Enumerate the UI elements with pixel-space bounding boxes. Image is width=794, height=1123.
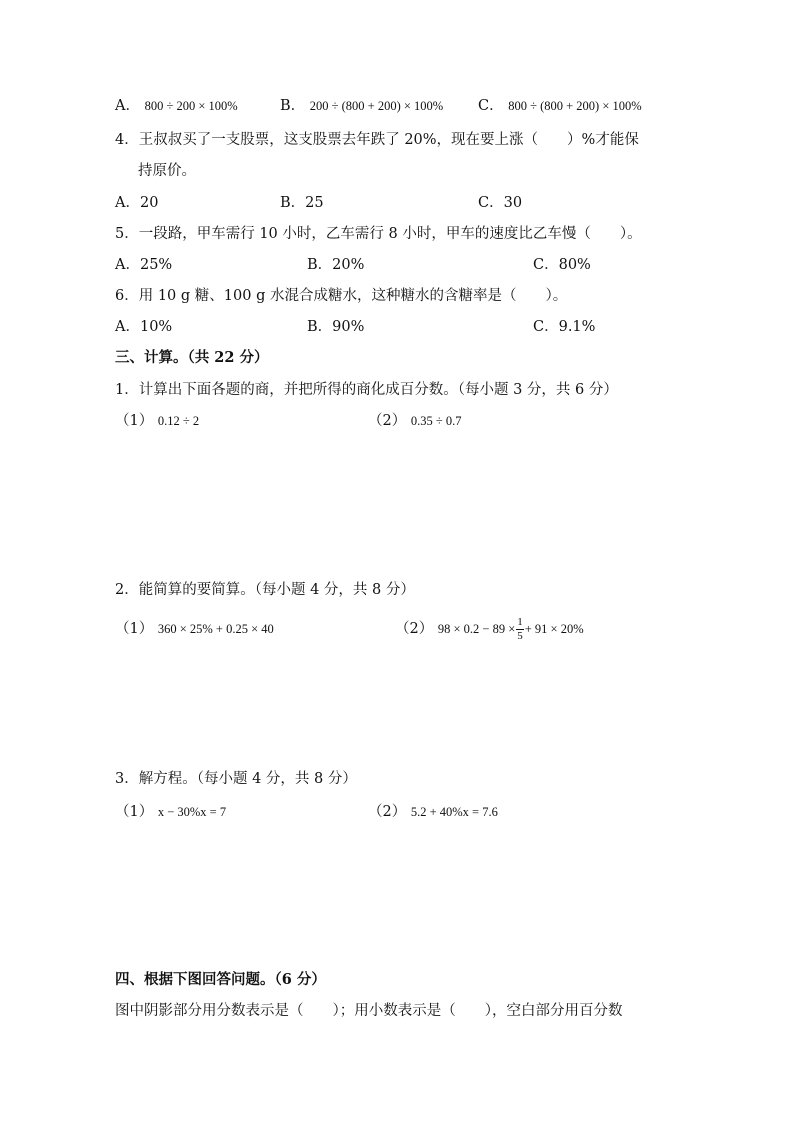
section4-text: 图中阴影部分用分数表示是（ ）；用小数表示是（ ），空白部分用百分数	[115, 1003, 623, 1019]
item-expr: x − 30%x = 7	[157, 805, 227, 819]
q3-option-b-label: B．	[280, 98, 306, 114]
q5-option-a: A．25%	[115, 257, 173, 273]
item-expr: 360 × 25% + 0.25 × 40	[157, 622, 274, 636]
q5-text: 5．一段路，甲车需行 10 小时，乙车需行 8 小时，甲车的速度比乙车慢（ ）。	[115, 226, 642, 242]
item-label: （1）	[115, 804, 154, 820]
item-label: （1）	[115, 621, 154, 637]
section3-p1-text: 1．计算出下面各题的商，并把所得的商化成百分数。（每小题 3 分，共 6 分）	[115, 382, 618, 398]
section3-p2-item1	[115, 619, 274, 639]
item-expr-before: 98 × 0.2 − 89 ×	[437, 622, 516, 636]
q3-option-a-label: A．	[115, 98, 140, 114]
item-expr: 5.2 + 40%x = 7.6	[410, 805, 498, 819]
item-label: （2）	[368, 413, 407, 429]
q3-option-a	[115, 96, 238, 116]
section3-p1-item1	[115, 411, 199, 431]
q4-text-line1: 4．王叔叔买了一支股票，这支股票去年跌了 20%，现在要上涨（ ）%才能保	[115, 132, 639, 148]
q3-option-c-expr: 800 ÷ (800 + 200) × 100%	[508, 99, 642, 113]
q6-option-c: C．9.1%	[533, 319, 596, 335]
fraction-denominator: 5	[517, 629, 523, 642]
q6-text: 6．用 10 g 糖、100 g 水混合成糖水，这种糖水的含糖率是（ ）。	[115, 288, 568, 304]
fraction	[516, 616, 524, 643]
section4-title: 四、根据下图回答问题。（6 分）	[115, 971, 326, 988]
item-expr: 0.35 ÷ 0.7	[410, 414, 462, 428]
q3-option-c-label: C．	[478, 98, 504, 114]
q3-option-a-expr: 800 ÷ 200 × 100%	[144, 99, 238, 113]
item-expr: 0.12 ÷ 2	[157, 414, 200, 428]
section3-p3-item1	[115, 802, 226, 822]
q5-option-b: B．20%	[307, 257, 365, 273]
q4-option-c: C．30	[478, 195, 523, 211]
section3-title: 三、计算。（共 22 分）	[115, 349, 269, 366]
q4-option-b: B．25	[280, 195, 324, 211]
item-label: （2）	[395, 621, 434, 637]
fraction-numerator: 1	[517, 615, 523, 628]
section3-p2-item2	[395, 612, 584, 646]
section3-p1-item2	[368, 411, 461, 431]
q4-text-line2: 持原价。	[138, 163, 196, 179]
section3-p2-text: 2．能简算的要简算。（每小题 4 分，共 8 分）	[115, 582, 415, 598]
q3-option-b-expr: 200 ÷ (800 + 200) × 100%	[309, 99, 444, 113]
section3-p3-item2	[368, 802, 498, 822]
section3-p3-text: 3．解方程。（每小题 4 分，共 8 分）	[115, 771, 357, 787]
item-expr-after: + 91 × 20%	[524, 622, 584, 636]
q5-option-c: C．80%	[533, 257, 591, 273]
item-label: （2）	[368, 804, 407, 820]
q6-option-b: B．90%	[307, 319, 365, 335]
q4-option-a: A．20	[115, 195, 159, 211]
item-label: （1）	[115, 413, 154, 429]
q3-option-c	[478, 96, 642, 116]
q3-option-b	[280, 96, 443, 116]
q6-option-a: A．10%	[115, 319, 173, 335]
